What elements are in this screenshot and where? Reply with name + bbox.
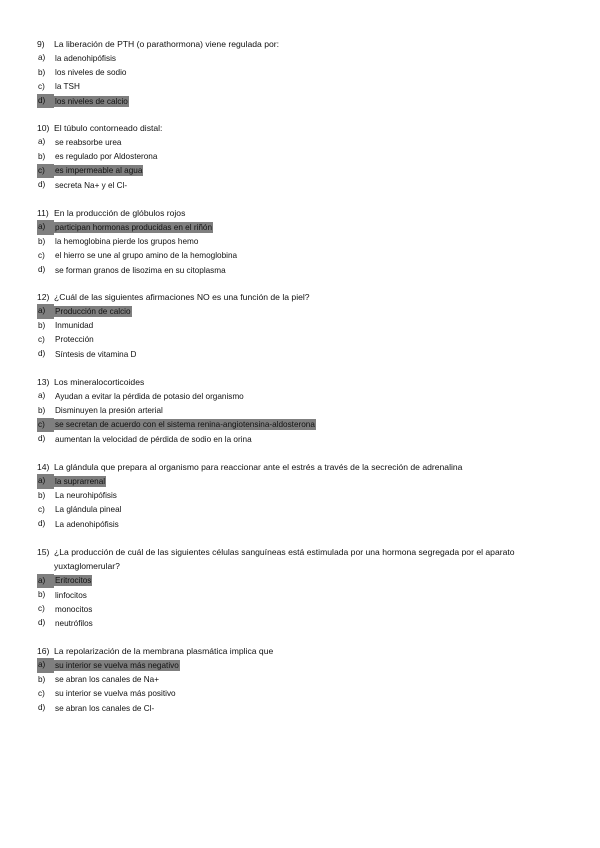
question-text: La repolarización de la membrana plasmática implica que bbox=[54, 646, 274, 656]
option-text: su interior se vuelva más positivo bbox=[55, 689, 176, 699]
option-text: la adenohipófisis bbox=[55, 53, 116, 63]
option-d bbox=[37, 701, 567, 715]
option-letter: a) bbox=[38, 391, 46, 401]
question-title bbox=[37, 121, 567, 135]
option-letter: b) bbox=[38, 490, 46, 500]
option-letter: c) bbox=[37, 164, 54, 178]
question-text: Los mineralocorticoides bbox=[54, 377, 145, 387]
option-text: Ayudan a evitar la pérdida de potasio del organismo bbox=[55, 391, 244, 401]
option-text: los niveles de sodio bbox=[55, 68, 127, 78]
question-title bbox=[37, 375, 567, 389]
option-c bbox=[37, 333, 567, 347]
option-letter: d) bbox=[38, 618, 46, 628]
question-number: 9) bbox=[37, 39, 45, 49]
option-d bbox=[37, 347, 567, 361]
option-text: Inmunidad bbox=[55, 321, 94, 331]
question-number: 14) bbox=[37, 462, 50, 472]
option-letter: c) bbox=[38, 81, 45, 91]
option-text: se forman granos de lisozima en su citoplasma bbox=[55, 265, 226, 275]
option-letter: b) bbox=[38, 674, 46, 684]
option-b bbox=[37, 319, 567, 333]
option-b bbox=[37, 489, 567, 503]
question-text: La glándula que prepara al organismo para reaccionar ante el estrés a través de la secreción de adrenalina bbox=[54, 462, 463, 472]
question-title bbox=[37, 644, 567, 658]
option-c bbox=[37, 80, 567, 94]
question-number: 11) bbox=[37, 208, 49, 218]
option-text: secreta Na+ y el Cl- bbox=[55, 180, 128, 190]
question-text: La liberación de PTH (o parathormona) viene regulada por: bbox=[54, 39, 279, 49]
option-text: su interior se vuelva más negativo bbox=[55, 660, 179, 670]
question-number: 15) bbox=[37, 547, 50, 557]
option-text: la hemoglobina pierde los grupos hemo bbox=[55, 237, 199, 247]
option-a-highlighted bbox=[37, 574, 567, 588]
question-9 bbox=[37, 37, 567, 108]
option-text: La neurohipófisis bbox=[55, 491, 117, 501]
option-d bbox=[37, 517, 567, 531]
option-letter: c) bbox=[38, 604, 45, 614]
option-letter: a) bbox=[37, 220, 54, 234]
option-a-highlighted bbox=[37, 220, 567, 234]
option-c bbox=[37, 602, 567, 616]
option-text: es impermeable al agua bbox=[55, 166, 143, 176]
option-b bbox=[37, 588, 567, 602]
option-letter: c) bbox=[38, 334, 45, 344]
option-b bbox=[37, 235, 567, 249]
option-b bbox=[37, 673, 567, 687]
option-text: La adenohipófisis bbox=[55, 519, 119, 529]
option-letter: b) bbox=[38, 67, 46, 77]
question-11 bbox=[37, 206, 567, 277]
question-12 bbox=[37, 290, 567, 361]
option-letter: a) bbox=[38, 53, 46, 63]
option-letter: d) bbox=[38, 179, 46, 189]
question-title bbox=[37, 545, 567, 574]
option-text: se abran los canales de Na+ bbox=[55, 675, 160, 685]
question-13 bbox=[37, 375, 567, 446]
option-letter: a) bbox=[37, 304, 54, 318]
question-text: ¿Cuál de las siguientes afirmaciones NO es una función de la piel? bbox=[54, 292, 310, 302]
question-10 bbox=[37, 121, 567, 192]
option-letter: c) bbox=[38, 688, 45, 698]
option-a bbox=[37, 51, 567, 65]
option-d bbox=[37, 616, 567, 630]
option-letter: b) bbox=[38, 405, 46, 415]
option-letter: b) bbox=[38, 236, 46, 246]
option-letter: d) bbox=[38, 702, 46, 712]
option-b bbox=[37, 404, 567, 418]
option-c bbox=[37, 503, 567, 517]
option-text: el hierro se une al grupo amino de la hemoglobina bbox=[55, 251, 238, 261]
option-text: la TSH bbox=[55, 82, 80, 92]
option-d bbox=[37, 263, 567, 277]
option-d bbox=[37, 178, 567, 192]
option-text: Producción de calcio bbox=[55, 306, 131, 316]
question-title bbox=[37, 290, 567, 304]
option-letter: d) bbox=[38, 348, 46, 358]
option-letter: b) bbox=[38, 590, 46, 599]
option-d-highlighted bbox=[37, 94, 567, 108]
option-letter: c) bbox=[37, 418, 54, 432]
question-text: ¿La producción de cuál de las siguientes células sanguíneas está estimulada por una hormona segregada por el aparato yuxtaglomerular? bbox=[54, 547, 515, 572]
option-c-highlighted bbox=[37, 164, 567, 178]
option-text: es regulado por Aldosterona bbox=[55, 152, 158, 162]
option-letter: b) bbox=[38, 151, 46, 161]
option-text: participan hormonas producidas en el riñón bbox=[55, 222, 213, 232]
option-text: se abran los canales de Cl- bbox=[55, 703, 155, 713]
option-text: linfocitos bbox=[55, 590, 87, 600]
option-a-highlighted bbox=[37, 658, 567, 672]
option-a-highlighted bbox=[37, 304, 567, 318]
option-text: aumentan la velocidad de pérdida de sodio en la orina bbox=[55, 434, 252, 444]
option-text: neutrófilos bbox=[55, 618, 93, 628]
option-text: Eritrocitos bbox=[55, 576, 92, 586]
option-c bbox=[37, 249, 567, 263]
option-a-highlighted bbox=[37, 474, 567, 488]
option-d bbox=[37, 432, 567, 446]
option-letter: d) bbox=[38, 433, 46, 443]
option-text: los niveles de calcio bbox=[55, 96, 128, 106]
option-text: Disminuyen la presión arterial bbox=[55, 406, 163, 416]
question-15 bbox=[37, 545, 567, 631]
option-c bbox=[37, 687, 567, 701]
option-letter: c) bbox=[38, 504, 45, 514]
option-text: la suprarrenal bbox=[55, 476, 106, 486]
option-a bbox=[37, 135, 567, 149]
option-letter: c) bbox=[38, 250, 45, 260]
option-b bbox=[37, 150, 567, 164]
option-text: La glándula pineal bbox=[55, 505, 122, 515]
option-a bbox=[37, 389, 567, 403]
option-letter: d) bbox=[38, 264, 46, 274]
question-title bbox=[37, 37, 567, 51]
question-14 bbox=[37, 460, 567, 531]
question-title bbox=[37, 460, 567, 474]
option-text: monocitos bbox=[55, 604, 93, 614]
option-letter: a) bbox=[37, 574, 54, 588]
option-letter: a) bbox=[37, 658, 54, 672]
question-text: En la producción de glóbulos rojos bbox=[54, 208, 186, 218]
question-number: 16) bbox=[37, 646, 50, 656]
option-text: se secretan de acuerdo con el sistema renina-angiotensina-aldosterona bbox=[55, 420, 315, 430]
option-letter: a) bbox=[38, 137, 46, 147]
option-letter: a) bbox=[37, 474, 54, 488]
option-letter: b) bbox=[38, 320, 46, 330]
question-number: 10) bbox=[37, 123, 50, 133]
question-title bbox=[37, 206, 567, 220]
option-letter: d) bbox=[38, 518, 46, 528]
question-text: El túbulo contorneado distal: bbox=[54, 123, 163, 133]
option-text: Síntesis de vitamina D bbox=[55, 349, 137, 359]
question-number: 12) bbox=[37, 292, 50, 302]
option-text: se reabsorbe urea bbox=[55, 137, 122, 147]
option-c-highlighted bbox=[37, 418, 567, 432]
option-letter: d) bbox=[37, 94, 54, 108]
question-16 bbox=[37, 644, 567, 715]
option-b bbox=[37, 66, 567, 80]
question-number: 13) bbox=[37, 377, 50, 387]
option-text: Protección bbox=[55, 335, 94, 345]
